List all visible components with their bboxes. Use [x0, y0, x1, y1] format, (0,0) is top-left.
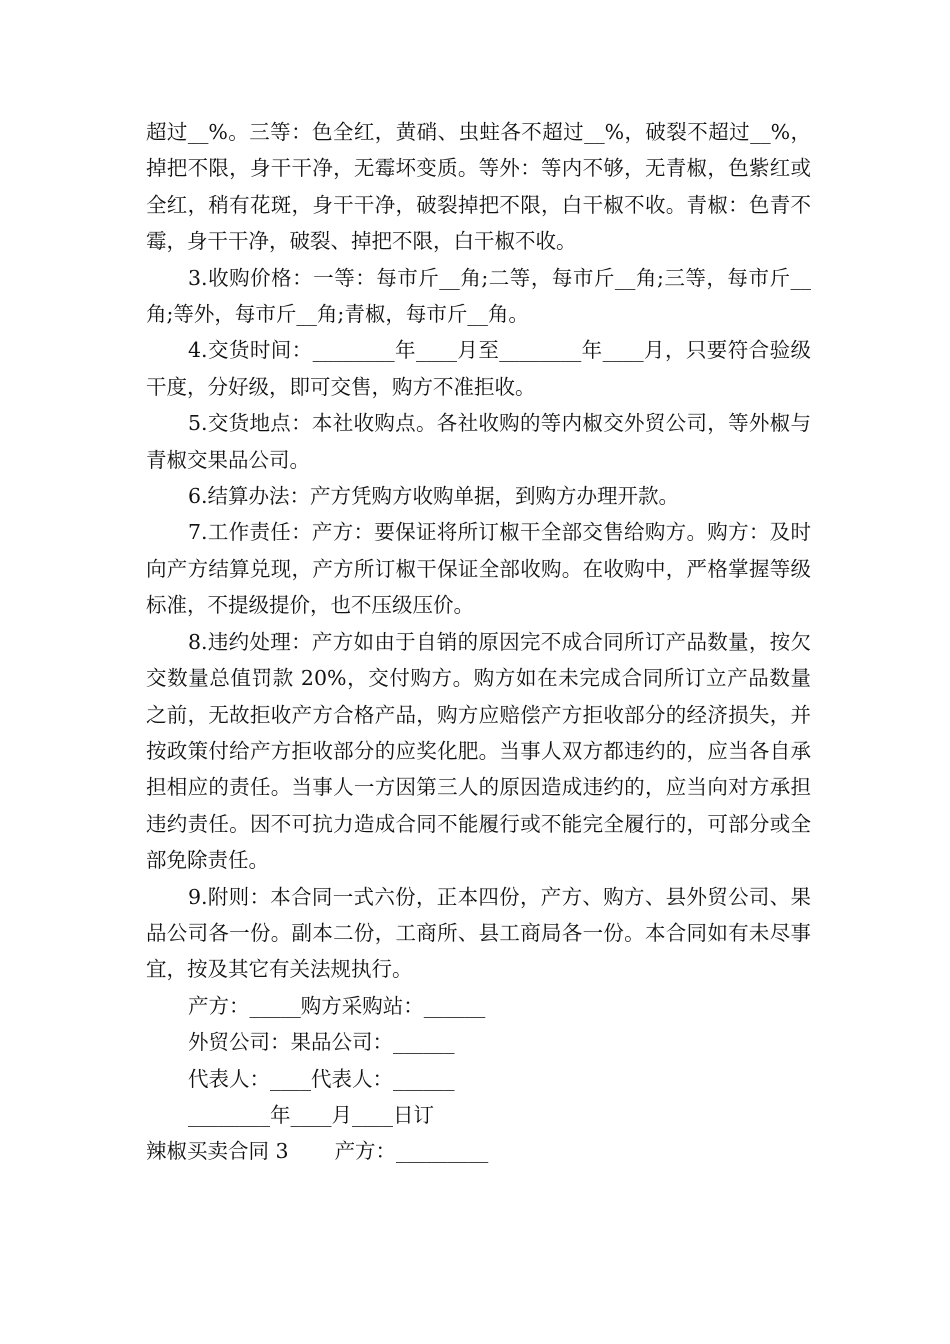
signature-date-line: ________年____月____日订: [188, 1102, 434, 1127]
signature-representative-line: 代表人：____代表人：______: [188, 1066, 455, 1091]
signature-party-line: 产方：_____购方采购站：______: [188, 993, 486, 1018]
paragraph-breach: 8.违约处理：产方如由于自销的原因完不成合同所订产品数量，按欠交数量总值罚款 20%，交付购方。购方如在未完成合同所订立产品数量之前，无故拒收产方合格产品，购方应赔偿产方拒收部分的经济损失，并按政策付给产方拒收部分的应奖化肥。当事人双方都违约的，应当各自承担相应的责任。当事人一方因第三人的原因造成违约的，应当向对方承担违约责任。因不可抗力造成合同不能履行或不能完全履行的，可部分或全部免除责任。: [146, 629, 811, 873]
paragraph-grade-three: 超过__%。三等：色全红，黄硝、虫蛀各不超过__%，破裂不超过__%，掉把不限，身干干净，无霉坏变质。等外：等内不够，无青椒，色紫红或全红，稍有花斑，身干干净，破裂掉把不限，白干椒不收。青椒：色青不霉，身干干净，破裂、掉把不限，白干椒不收。: [146, 120, 811, 254]
next-contract-party: 产方：_________: [334, 1139, 489, 1164]
paragraph-delivery-location: 5.交货地点：本社收购点。各社收购的等内椒交外贸公司，等外椒与青椒交果品公司。: [146, 411, 811, 472]
next-contract-line: [146, 1133, 811, 1169]
signature-company-line: 外贸公司：果品公司：______: [188, 1030, 455, 1055]
paragraph-supplementary: 9.附则：本合同一式六份，正本四份，产方、购方、县外贸公司、果品公司各一份。副本二份，工商所、县工商局各一份。本合同如有未尽事宜，按及其它有关法规执行。: [146, 884, 811, 982]
paragraph-settlement: 6.结算办法：产方凭购方收购单据，到购方办理开款。: [188, 484, 680, 509]
paragraph-purchase-price: 3.收购价格：一等：每市斤__角;二等，每市斤__角;三等，每市斤__角;等外，每市斤__角;青椒，每市斤__角。: [146, 265, 811, 327]
next-contract-heading: 辣椒买卖合同 3: [146, 1139, 289, 1164]
paragraph-work-responsibility: 7.工作责任：产方：要保证将所订椒干全部交售给购方。购方：及时向产方结算兑现，产方所订椒干保证全部收购。在收购中，严格掌握等级标准，不提级提价，也不压级压价。: [146, 520, 811, 618]
paragraph-delivery-time: 4.交货时间：________年____月至________年____月，只要符合验级干度，分好级，即可交售，购方不准拒收。: [146, 338, 811, 399]
document-body: [146, 114, 811, 1170]
